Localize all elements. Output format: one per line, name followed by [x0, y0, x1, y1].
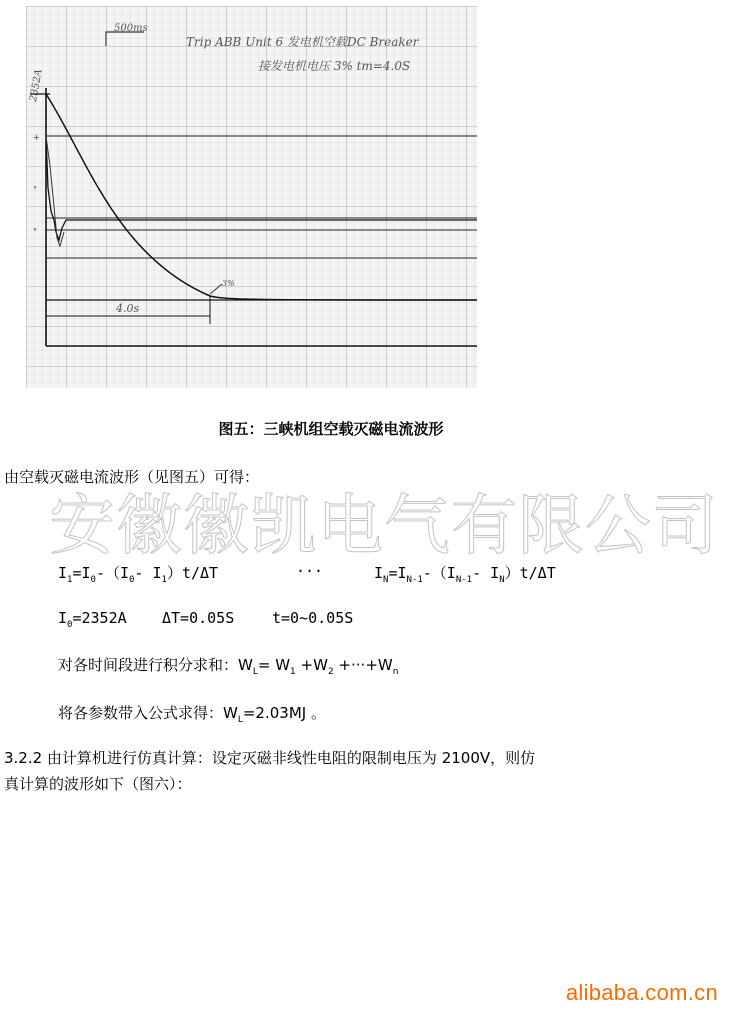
handwritten-subtitle: 接发电机电压 3% tm=4.0S — [258, 59, 411, 73]
end-label: 3% — [222, 279, 235, 288]
formula-ellipsis: ··· — [296, 562, 324, 580]
param-i0: $I_0=2352A$ — [58, 609, 127, 630]
peak-current-label: 2352A — [28, 68, 45, 103]
result-line: 将各参数带入公式求得：$W_L=2.03MJ$ 。 — [58, 704, 326, 725]
section-paragraph-line2: 真计算的波形如下（图六）： — [4, 775, 192, 793]
figure-caption: 图五：三峡机组空载灭磁电流波形 — [218, 420, 444, 438]
mark-c: ° — [33, 227, 37, 236]
mark-b: ° — [33, 185, 37, 194]
handwritten-title: Trip ABB Unit 6 发电机空载DC Breaker — [186, 35, 419, 49]
waveform-chart — [26, 6, 477, 388]
waveform-figure — [26, 6, 477, 388]
alibaba-logo[interactable]: alibaba.com.cn — [565, 980, 718, 1005]
mark-a: + — [33, 133, 40, 142]
duration-label: 4.0s — [116, 302, 140, 315]
formula-general: $I_N=I_{N-1}-(I_{N-1}-$ $I_N)t/\Delta T$ — [374, 564, 556, 585]
sum-line: 对各时间段进行积分求和：$W_L= W_1 +W_2 +\cdot\cdot\cdot+W_n$ — [58, 656, 399, 677]
intro-text: 由空载灭磁电流波形（见图五）可得： — [4, 468, 260, 486]
formula-line: $I_1=I_0-(I_0-$ $I_1)t/\Delta T$ — [58, 564, 219, 585]
scale-label: 500ms — [114, 23, 148, 34]
param-delta-t: ΔT=0.05S — [162, 609, 235, 627]
param-t-range: t=0~0.05S — [272, 609, 354, 627]
company-watermark: 安徽徽凯电气有限公司 — [49, 487, 719, 564]
section-paragraph-line1: 3.2.2 由计算机进行仿真计算：设定灭磁非线性电阻的限制电压为 2100V，则仿 — [4, 749, 536, 767]
